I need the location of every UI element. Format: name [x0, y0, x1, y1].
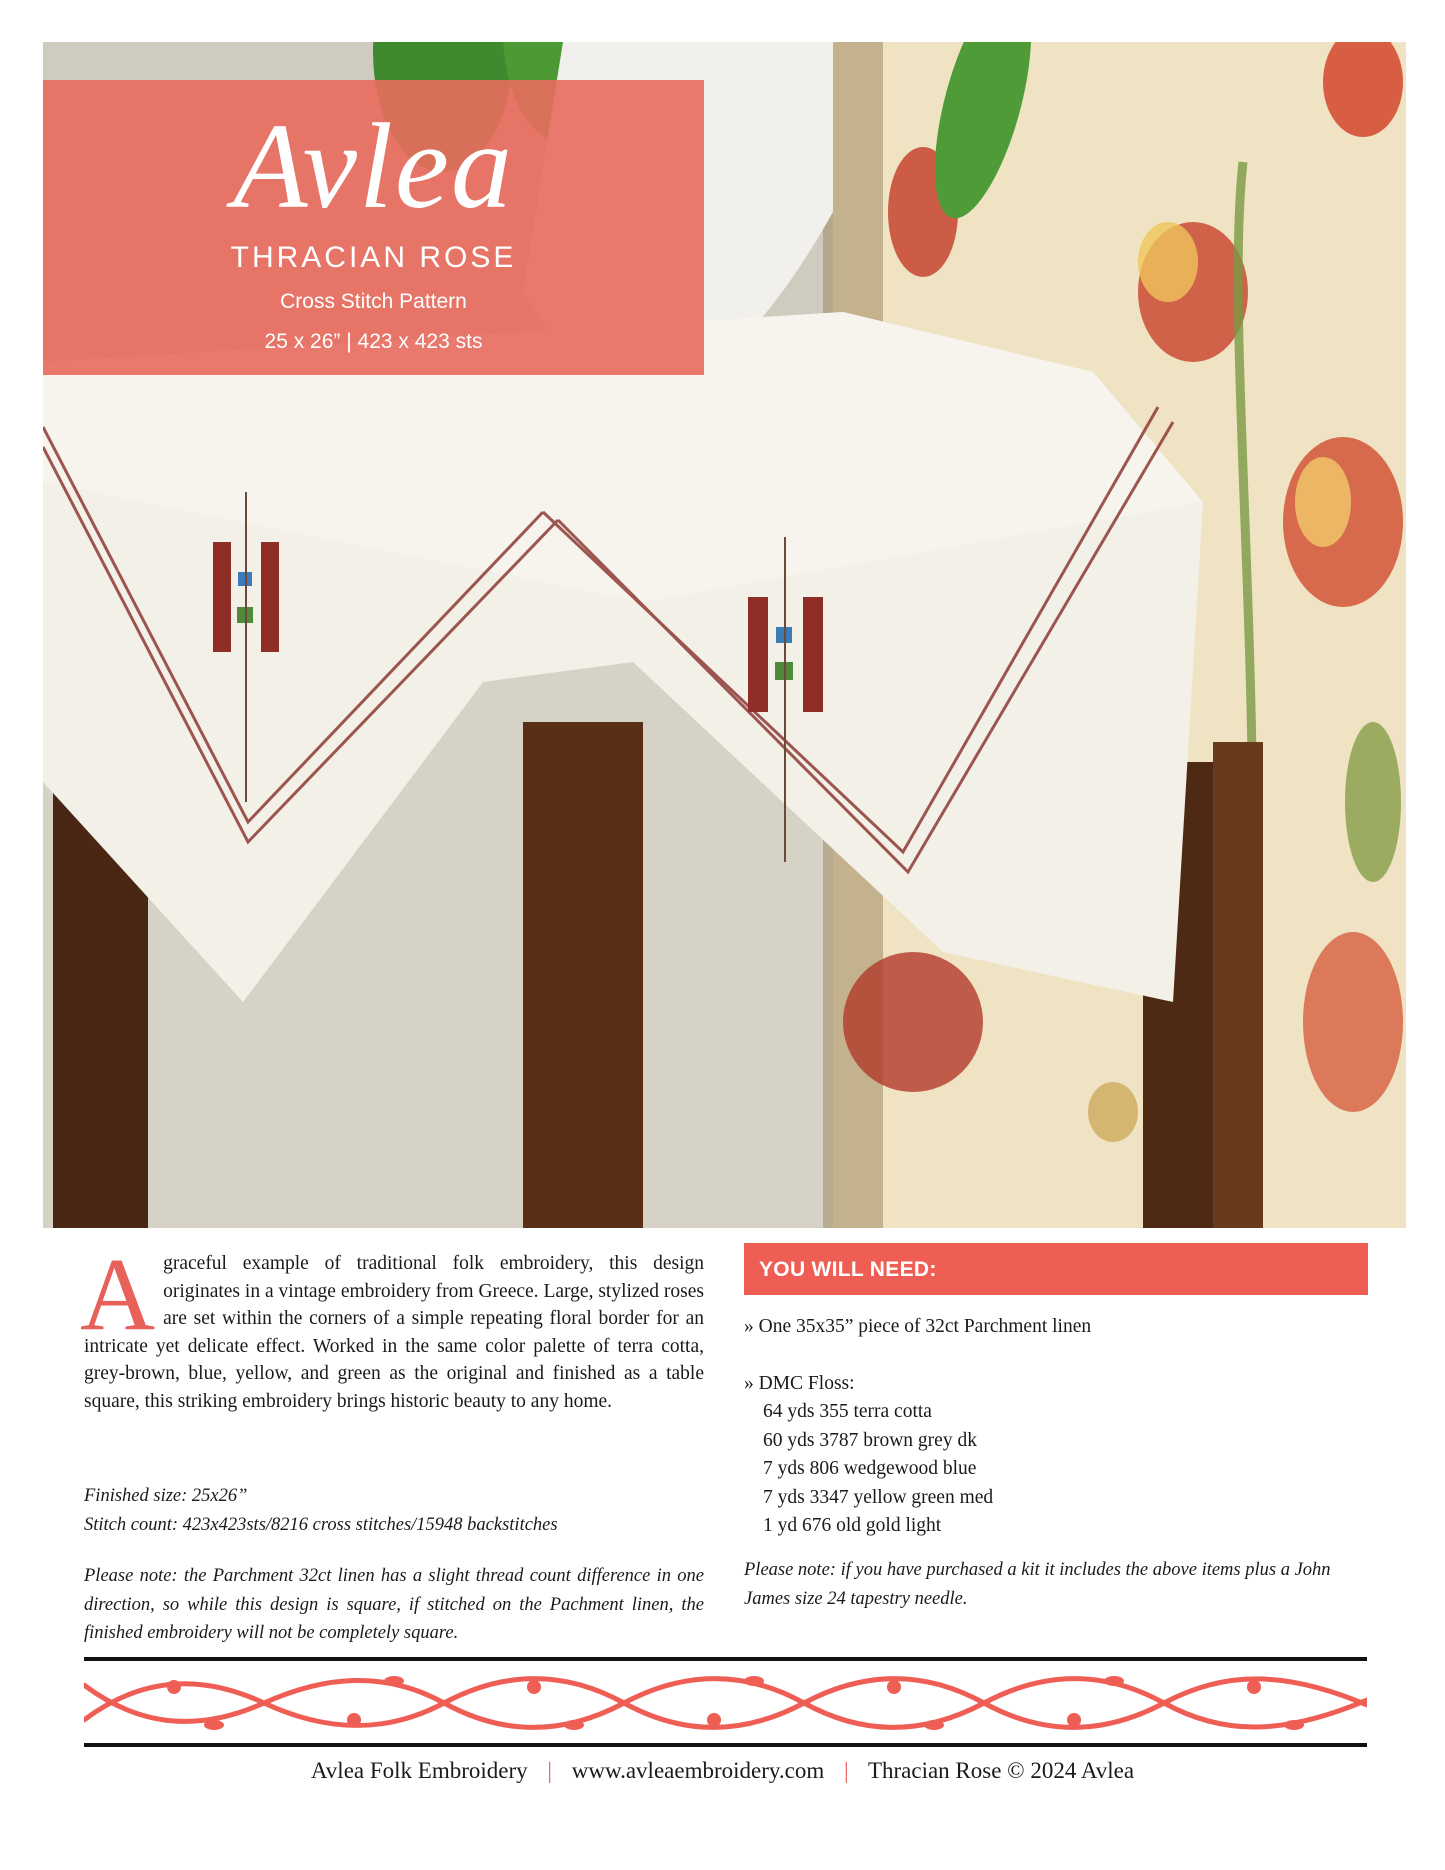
floss-item: 7 yds 806 wedgewood blue [763, 1458, 977, 1479]
materials-list [744, 1313, 1368, 1541]
specs [84, 1482, 724, 1539]
footer-brand: Avlea Folk Embroidery [310, 1758, 528, 1783]
floss-item: 64 yds 355 terra cotta [763, 1401, 932, 1422]
floral-scroll-ornament [84, 1665, 1367, 1740]
floss-heading: » DMC Floss: [744, 1372, 855, 1394]
footer-url[interactable]: www.avleaembroidery.com [571, 1758, 825, 1783]
title-block [43, 80, 704, 375]
footer-separator: | [547, 1758, 553, 1783]
fabric-item: » One 35x35” piece of 32ct Parchment linen [744, 1316, 1092, 1337]
you-will-need-heading: YOU WILL NEED: [744, 1243, 1368, 1295]
brand-title: Avlea [233, 99, 514, 234]
intro-paragraph [80, 1237, 704, 1415]
floss-item: 1 yd 676 old gold light [763, 1515, 942, 1536]
pattern-type: Cross Stitch Pattern [280, 290, 467, 313]
divider-bottom [84, 1743, 1367, 1747]
stitch-count: Stitch count: 423x423sts/8216 cross stitches/15948 backstitches [84, 1514, 558, 1535]
intro-text: graceful example of traditional folk embroidery, this design originates in a vintage embroidery from Greece. Large, stylized roses are set within the corners of a simple repeating floral border for an intricate yet delicate effect. Worked in the same color palette of terra cotta, grey-brown, blue, yellow, and green as the original and finished as a table square, this striking embroidery brings historic beauty to any home. [84, 1253, 704, 1412]
divider-top [84, 1657, 1367, 1661]
linen-note: Please note: the Parchment 32ct linen has a slight thread count difference in one direction, so while this design is square, if stitched on the Pachment linen, the finished embroidery will not be completely square. [84, 1566, 704, 1643]
floss-item: 60 yds 3787 brown grey dk [763, 1429, 977, 1451]
kit-note: Please note: if you have purchased a kit it includes the above items plus a John James size 24 tapestry needle. [744, 1560, 1331, 1609]
pattern-name: THRACIAN ROSE [230, 241, 517, 274]
footer-copyright: Thracian Rose © 2024 Avlea [867, 1758, 1135, 1783]
finished-size: Finished size: 25x26” [84, 1486, 248, 1506]
footer-separator: | [844, 1758, 849, 1783]
pattern-dimensions: 25 x 26” | 423 x 423 sts [264, 330, 483, 353]
floss-item: 7 yds 3347 yellow green med [763, 1486, 994, 1508]
drop-cap: A [80, 1237, 156, 1352]
footer [0, 1758, 1445, 1784]
